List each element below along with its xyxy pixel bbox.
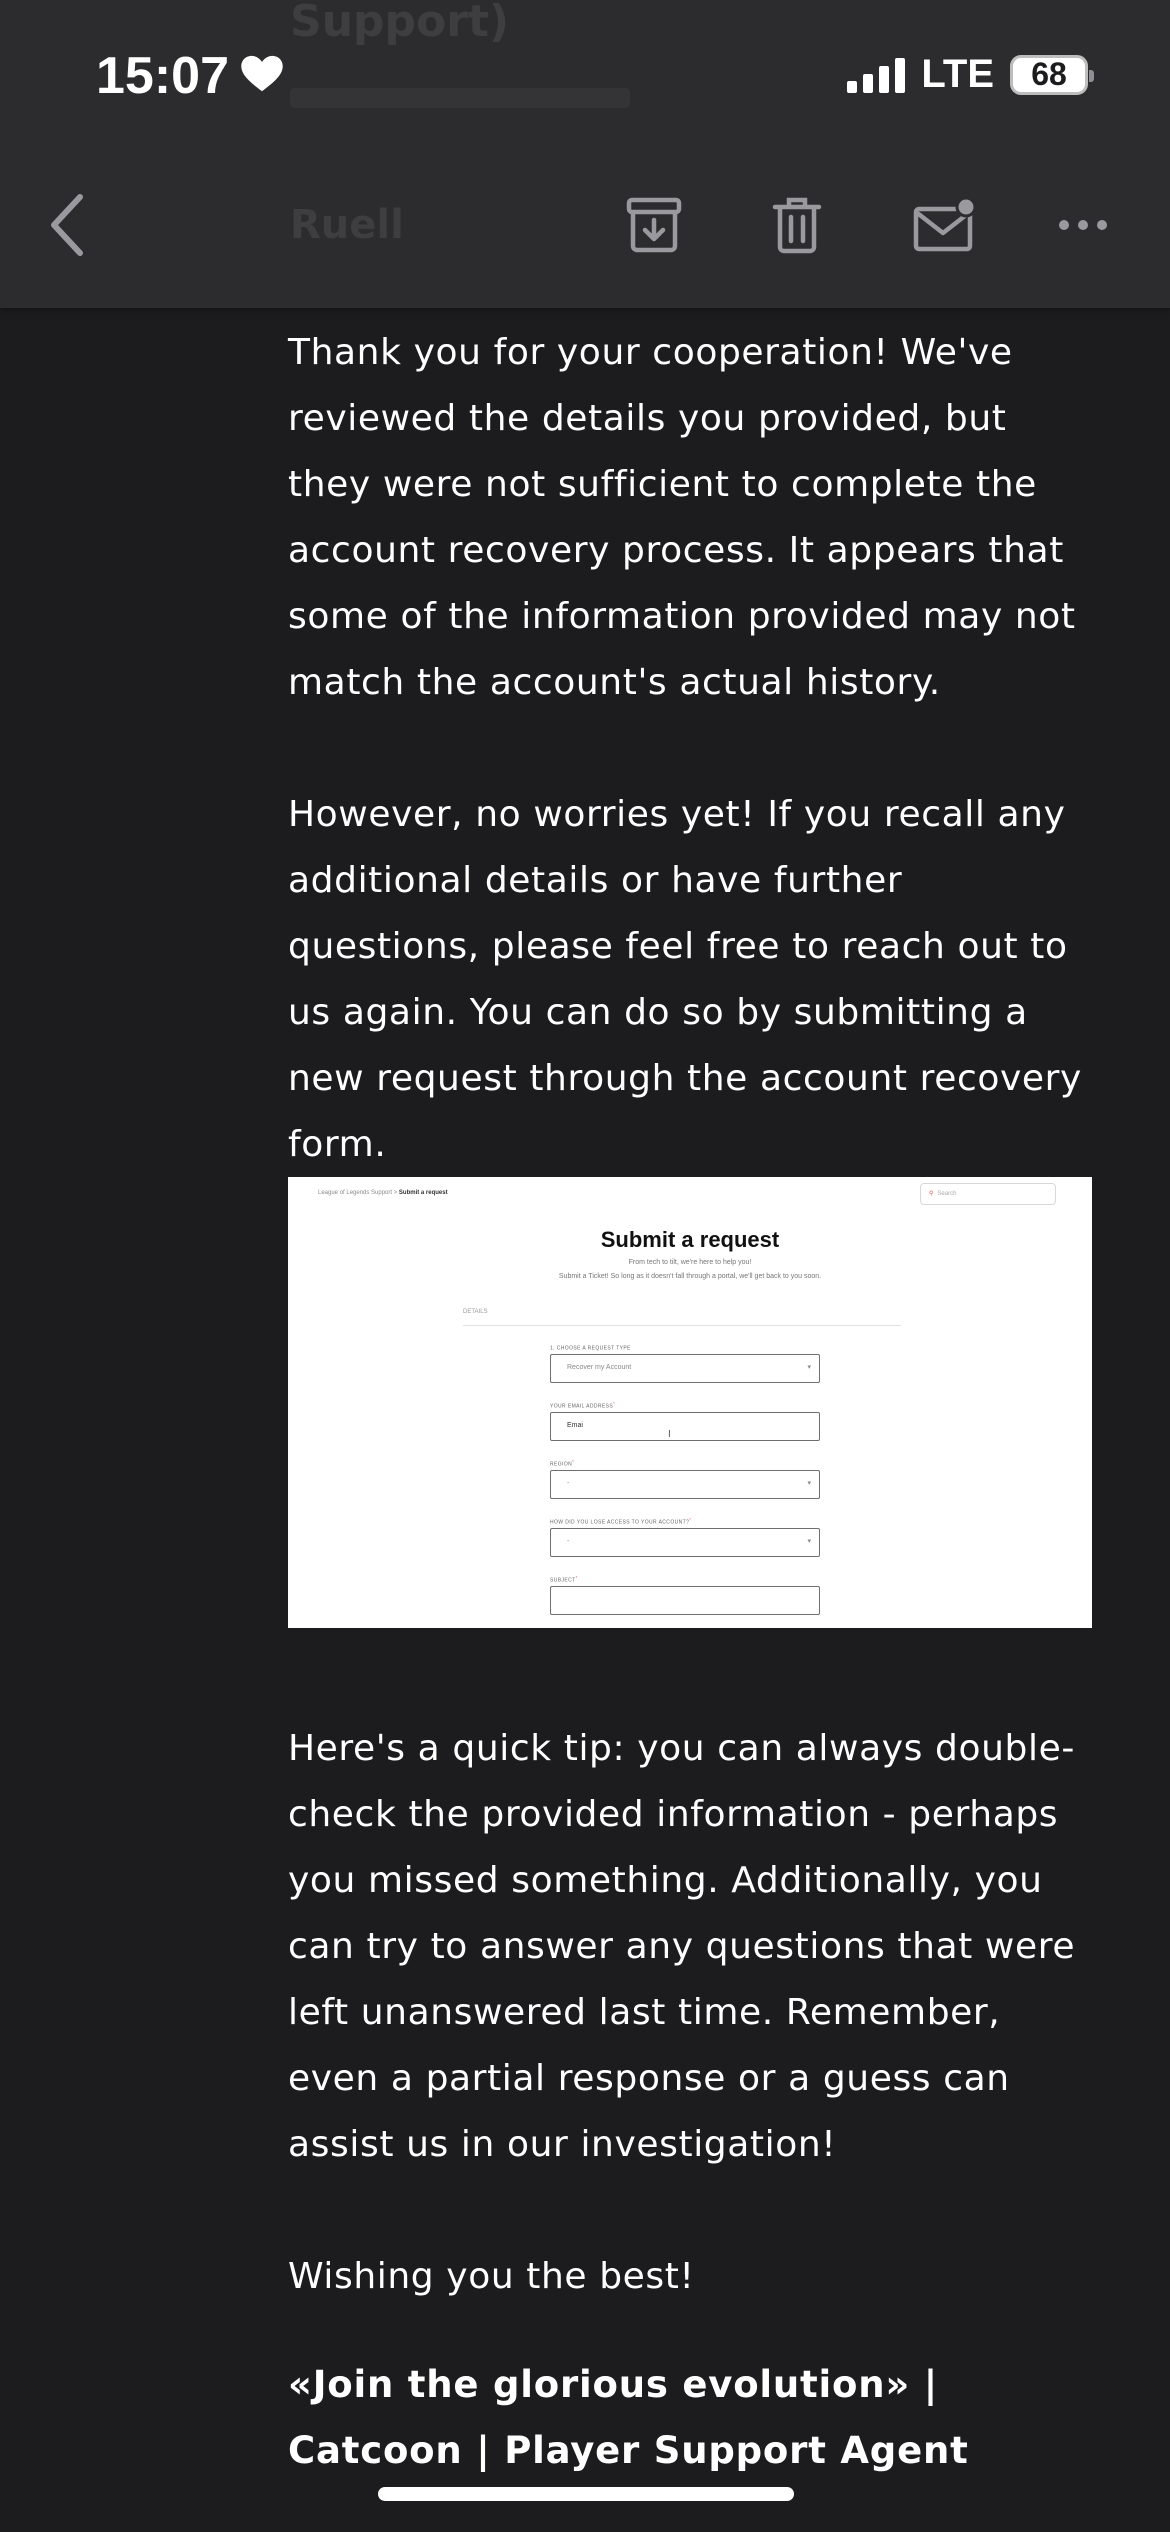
email-paragraph-4: Wishing you the best! (288, 2256, 695, 2297)
embedded-breadcrumb (318, 1190, 448, 1196)
email-meta-placeholder (290, 88, 630, 108)
search-icon: ⚲ (929, 1191, 934, 1197)
status-time: 15:07 (96, 47, 229, 105)
embedded-divider (463, 1325, 901, 1326)
field-label-email: YOUR EMAIL ADDRESS* (550, 1401, 616, 1410)
field-lost-access: - ▾ (550, 1528, 820, 1557)
email-paragraph-2: However, no worries yet! If you recall any additional details or have further questions, please feel free to reach out to us again. You can do so by submitting a new request through the account recovery form. (288, 794, 1082, 1165)
email-toolbar (0, 180, 1170, 270)
archive-icon (625, 196, 683, 254)
email-paragraph-3: Here's a quick tip: you can always double- check the provided information - perhaps you missed something. Additionally, you can try to answer any questions that were left unanswered last time. Remember, even a partial response or a guess can assist us in our investigation! (288, 1728, 1076, 2165)
ellipsis-icon (1058, 219, 1108, 231)
mark-unread-button[interactable] (904, 180, 986, 270)
chevron-left-icon (46, 193, 86, 257)
trash-icon (771, 195, 823, 255)
field-region: - ▾ (550, 1470, 820, 1499)
breadcrumb-current: Submit a request (398, 1190, 448, 1196)
mail-unread-icon (912, 195, 978, 255)
field-label-lost-access: HOW DID YOU LOSE ACCESS TO YOUR ACCOUNT?* (550, 1517, 692, 1526)
chevron-down-icon: ▾ (807, 1364, 811, 1371)
chevron-down-icon: ▾ (807, 1480, 811, 1487)
field-email: Emai (550, 1412, 820, 1441)
email-subject-scrolled: Support) (290, 0, 510, 47)
embedded-search-input (920, 1183, 1056, 1205)
status-bar-indicators (847, 52, 1088, 97)
field-subject (550, 1586, 820, 1615)
embedded-form-subtitle-1: From tech to tilt, we're here to help you! (628, 1259, 752, 1266)
battery-icon (1010, 55, 1088, 95)
field-label-region: REGION* (550, 1459, 575, 1468)
archive-button[interactable] (617, 180, 691, 270)
field-label-subject: SUBJECT* (550, 1575, 578, 1584)
embedded-section-label: DETAILS (463, 1309, 488, 1315)
embedded-form-screenshot (288, 1177, 1092, 1628)
status-bar-time-group (96, 46, 283, 106)
home-indicator[interactable] (378, 2487, 794, 2501)
text-cursor-icon: I (668, 1429, 671, 1440)
breadcrumb-root: League of Legends Support (318, 1190, 393, 1196)
network-type: LTE (921, 52, 994, 96)
sender-scrolled: Ruell (290, 202, 404, 248)
search-placeholder: Search (937, 1191, 957, 1197)
embedded-form-subtitle-2: Submit a Ticket! So long as it doesn't fall through a portal, we'll get back to you soon. (558, 1273, 822, 1280)
email-signature: «Join the glorious evolution» | Catcoon | Player Support Agent (288, 2363, 969, 2472)
embedded-form-title: Submit a request (600, 1227, 780, 1252)
top-bar (0, 0, 1170, 308)
chevron-down-icon: ▾ (807, 1538, 811, 1545)
field-request-type: Recover my Account ▾ (550, 1354, 820, 1383)
back-button[interactable] (36, 180, 96, 270)
field-label-request-type: 1. CHOOSE A REQUEST TYPE (550, 1345, 631, 1352)
cellular-signal-icon (847, 57, 905, 93)
more-button[interactable] (1048, 180, 1118, 270)
battery-level: 68 (1031, 56, 1067, 92)
breadcrumb-separator: > (393, 1190, 398, 1196)
trash-button[interactable] (760, 180, 834, 270)
email-paragraph-1: Thank you for your cooperation! We've reviewed the details you provided, but they were not sufficient to complete the account recovery process. It appears that some of the information provided may not match the account's actual history. (288, 332, 1076, 703)
heart-icon (241, 46, 283, 106)
